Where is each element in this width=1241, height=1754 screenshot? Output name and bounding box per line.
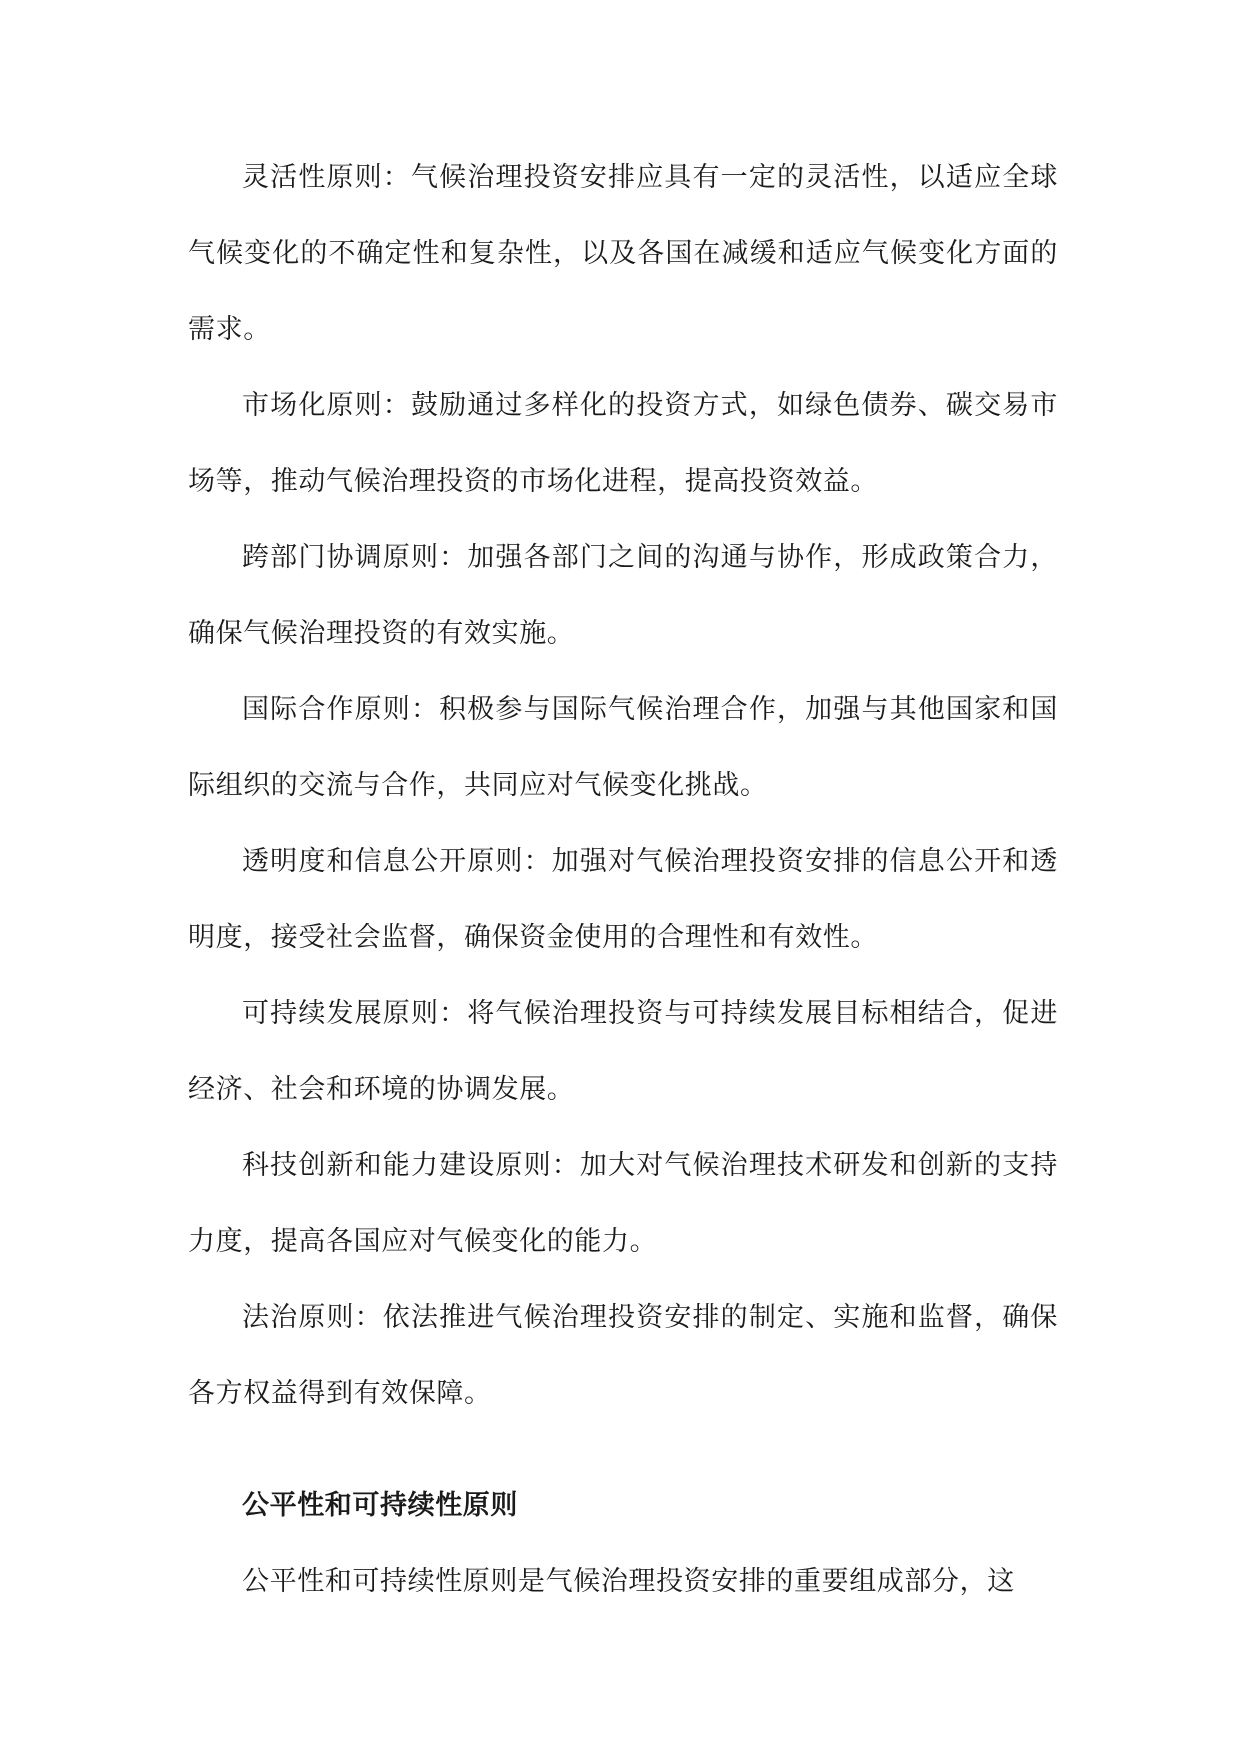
- paragraph-flexibility: 灵活性原则：气候治理投资安排应具有一定的灵活性，以适应全球气候变化的不确定性和复杂性，以及各国在减缓和适应气候变化方面的需求。: [188, 162, 1058, 345]
- section-heading: 公平性和可持续性原则: [242, 1490, 518, 1521]
- paragraph-closing: 公平性和可持续性原则是气候治理投资安排的重要组成部分，这: [242, 1566, 1015, 1597]
- paragraph-international-cooperation: 国际合作原则：积极参与国际气候治理合作，加强与其他国家和国际组织的交流与合作，共同应对气候变化挑战。: [188, 694, 1058, 801]
- paragraph-rule-of-law: 法治原则：依法推进气候治理投资安排的制定、实施和监督，确保各方权益得到有效保障。: [188, 1302, 1058, 1409]
- paragraph-transparency: 透明度和信息公开原则：加强对气候治理投资安排的信息公开和透明度，接受社会监督，确保资金使用的合理性和有效性。: [188, 846, 1058, 953]
- paragraph-cross-department: 跨部门协调原则：加强各部门之间的沟通与协作，形成政策合力，确保气候治理投资的有效实施。: [188, 542, 1058, 649]
- paragraph-sustainable-development: 可持续发展原则：将气候治理投资与可持续发展目标相结合，促进经济、社会和环境的协调发展。: [188, 998, 1058, 1105]
- document-page: [188, 140, 1058, 1620]
- paragraph-marketization: 市场化原则：鼓励通过多样化的投资方式，如绿色债券、碳交易市场等，推动气候治理投资的市场化进程，提高投资效益。: [188, 390, 1058, 497]
- paragraph-innovation: 科技创新和能力建设原则：加大对气候治理技术研发和创新的支持力度，提高各国应对气候变化的能力。: [188, 1150, 1058, 1257]
